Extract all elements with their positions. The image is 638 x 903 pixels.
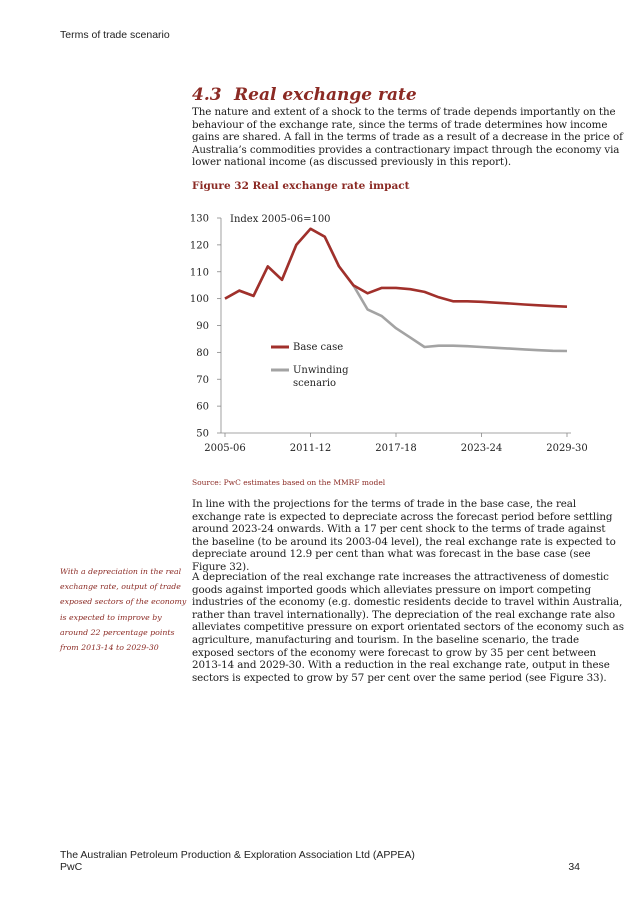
section-number: 4.3 — [192, 85, 222, 105]
text-line: behaviour of the exchange rate, since the terms of trade determines how income — [192, 118, 608, 131]
text-line: Figure 32). — [192, 560, 250, 573]
y-axis — [190, 214, 221, 440]
sidebar-line: is expected to improve by — [60, 612, 162, 622]
y-tick-label: 100 — [189, 294, 209, 306]
text-line: agriculture, manufacturing and tourism. In the baseline scenario, the trade — [192, 633, 579, 646]
y-tick-label: 50 — [196, 428, 209, 440]
x-tick-label: 2011-12 — [289, 443, 332, 454]
sidebar-line: around 22 percentage points — [60, 627, 175, 637]
y-tick-label: 130 — [189, 213, 209, 225]
footer-firm: PwC — [60, 861, 83, 873]
y-tick-label: 110 — [189, 267, 209, 279]
x-axis — [204, 433, 588, 454]
x-tick-label: 2029-30 — [546, 443, 588, 454]
legend-label-base-case: Base case — [293, 342, 344, 353]
footer-organisation: The Australian Petroleum Production & Exploration Association Ltd (APPEA) — [60, 849, 415, 861]
real-exchange-rate-chart — [185, 205, 588, 470]
text-line: exchange rate is expected to depreciate across the forecast period before settling — [192, 510, 613, 523]
text-line: In line with the projections for the terms of trade in the base case, the real — [192, 498, 577, 510]
x-tick-label: 2017-18 — [375, 443, 417, 454]
sidebar-line: exposed sectors of the economy — [60, 597, 187, 607]
index-annotation: Index 2005-06=100 — [230, 214, 331, 225]
text-line: exposed sectors of the economy were forecast to grow by 35 per cent between — [192, 646, 597, 659]
text-line: 2013-14 and 2029-30. With a reduction in the real exchange rate, output in these — [192, 659, 610, 672]
text-line: rather than travel internationally). The depreciation of the real exchange rate also — [192, 608, 615, 621]
sidebar-note — [60, 564, 187, 655]
base-case-line — [225, 229, 567, 307]
text-line: sectors is expected to grow by 57 per cent over the same period (see Figure 33). — [192, 671, 607, 684]
legend-label-unwinding-line1: Unwinding — [293, 365, 349, 376]
x-tick-label: 2005-06 — [204, 443, 246, 454]
intro-paragraph — [192, 106, 623, 169]
text-line: lower national income (as discussed previously in this report). — [192, 156, 512, 169]
y-tick-label: 60 — [196, 401, 209, 413]
sidebar-line: exchange rate, output of trade — [60, 582, 181, 592]
legend-label-unwinding-line2: scenario — [293, 378, 337, 389]
text-line: Australia’s commodities provides a contractionary impact through the economy via — [192, 143, 620, 156]
text-line: the baseline (to be around its 2003-04 level), the real exchange rate is expected to — [192, 535, 616, 548]
section-heading — [192, 85, 417, 105]
text-line: around 2023-24 onwards. With a 17 per cent shock to the terms of trade against — [192, 523, 606, 536]
paragraph-2 — [192, 571, 624, 684]
series-lines — [225, 229, 567, 351]
y-tick-label: 90 — [196, 321, 209, 332]
page-number: 34 — [568, 861, 580, 873]
figure-source: Source: PwC estimates based on the MMRF model — [192, 478, 386, 487]
sidebar-line: With a depreciation in the real — [60, 567, 182, 576]
y-tick-label: 70 — [196, 374, 209, 386]
sidebar-line: from 2013-14 to 2029-30 — [60, 643, 159, 653]
legend — [271, 342, 349, 389]
figure-title: Figure 32 Real exchange rate impact — [192, 180, 410, 192]
section-title: Real exchange rate — [234, 85, 417, 105]
text-line: industries of the economy (e.g. domestic residents decide to travel within Australia, — [192, 596, 623, 609]
y-tick-label: 120 — [189, 240, 209, 252]
x-tick-label: 2023-24 — [460, 443, 503, 454]
y-tick-label: 80 — [196, 347, 209, 359]
text-line: alleviates competitive pressure on export orientated sectors of the economy such as — [192, 621, 624, 634]
text-line: The nature and extent of a shock to the terms of trade depends importantly on the — [192, 106, 616, 118]
text-line: gains are shared. A fall in the terms of trade as a result of a decrease in the price of — [192, 131, 623, 144]
text-line: A depreciation of the real exchange rate increases the attractiveness of domestic — [192, 571, 609, 583]
unwinding-scenario-line — [225, 229, 567, 351]
paragraph-1 — [192, 498, 616, 574]
text-line: depreciate around 12.9 per cent than what was forecast in the base case (see — [192, 548, 591, 561]
text-line: goods against imported goods which alleviates pressure on import competing — [192, 583, 591, 596]
running-header: Terms of trade scenario — [60, 29, 170, 41]
